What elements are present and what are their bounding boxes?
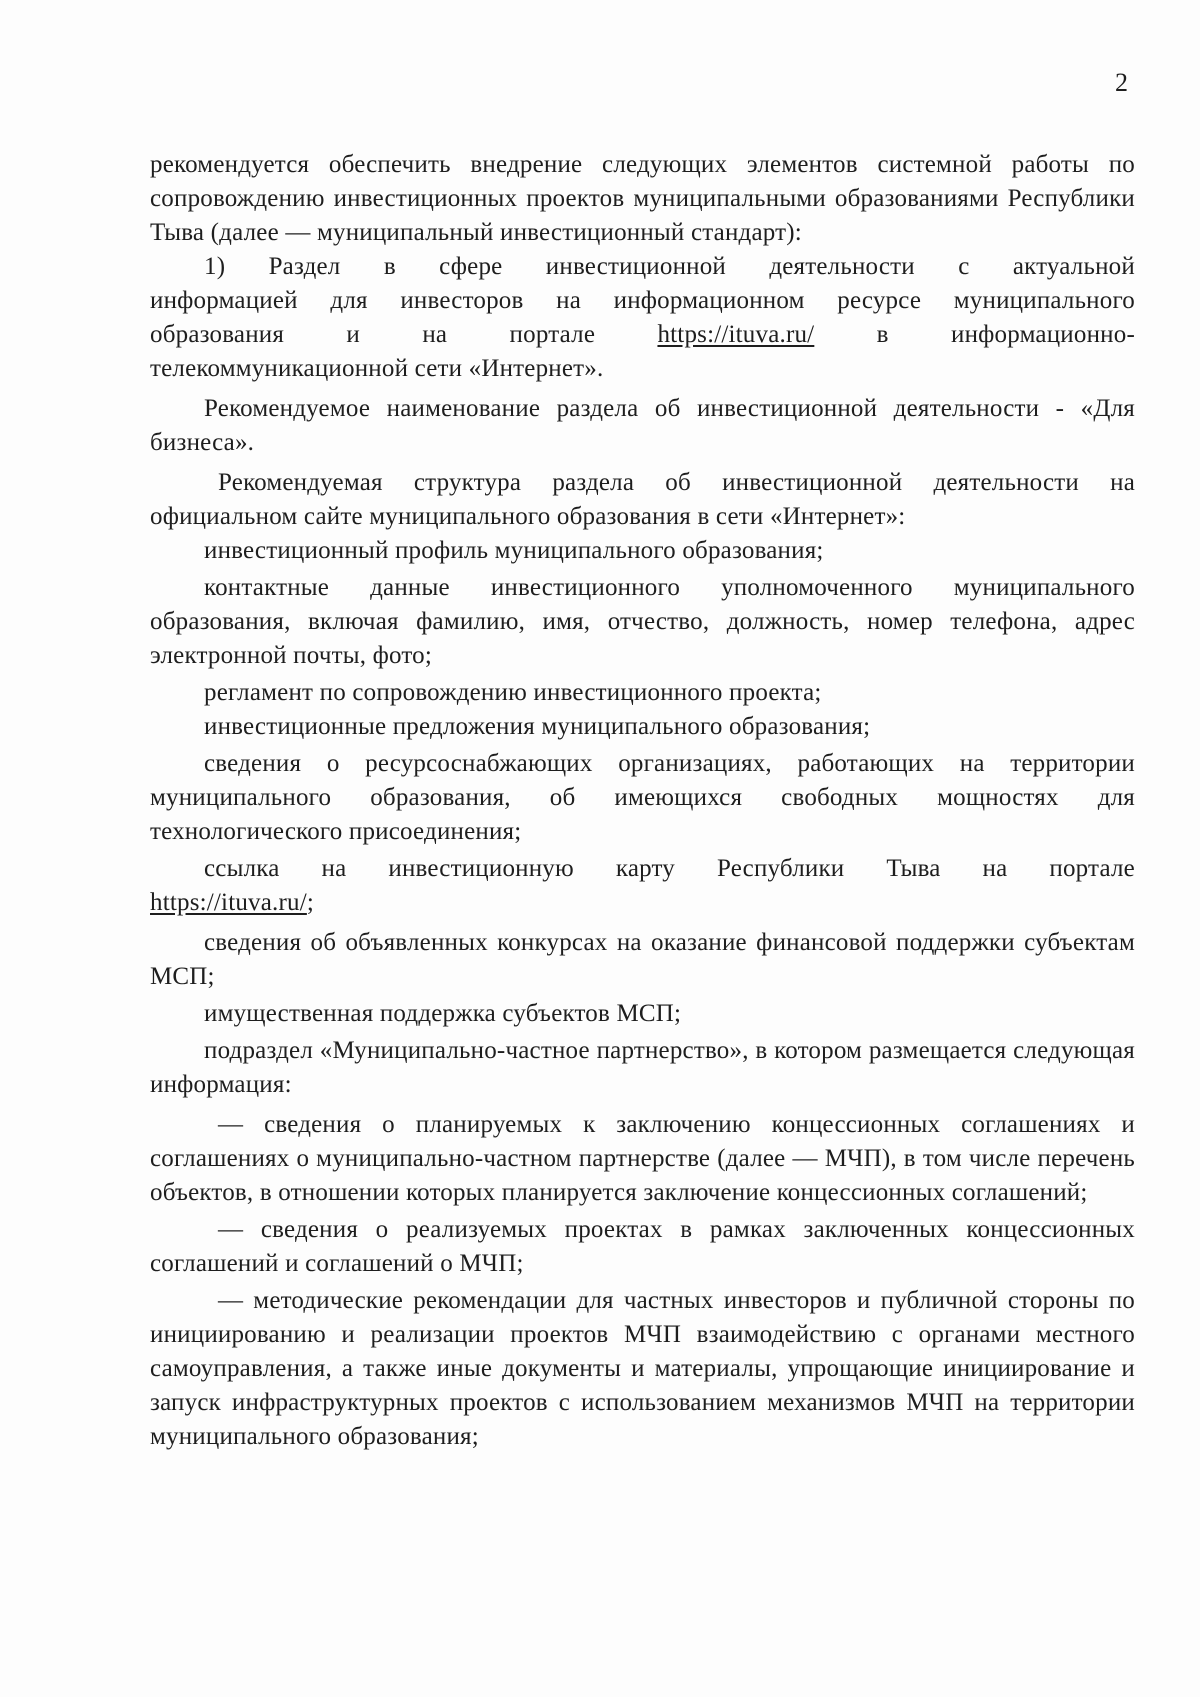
item-1 (150, 250, 1135, 386)
item-1-word: деятельности (769, 253, 915, 280)
item-1-word: инвестиционной (545, 253, 727, 280)
item-1-word: образования (150, 321, 285, 348)
item-1-line-3 (150, 318, 1135, 352)
item-1-line-4: телекоммуникационной сети «Интернет». (150, 355, 604, 382)
list-item-map-link (150, 852, 1135, 920)
item-1-word: на (422, 321, 448, 348)
item-1-word: информационно- (951, 321, 1135, 348)
document-body (150, 148, 1135, 1454)
list-item-subsection: подраздел «Муниципально-частное партнерство», в котором размещается следующая информация: (150, 1037, 1135, 1098)
item-1-word: в (383, 253, 396, 280)
map-link-line-1 (150, 852, 1135, 886)
item-1-number: 1) (204, 253, 226, 280)
paragraph-section-name: Рекомендуемое наименование раздела об инвестиционной деятельности - «Для бизнеса». (150, 395, 1135, 456)
list-item-reglament: регламент по сопровождению инвестиционного проекта; (204, 679, 822, 706)
paragraph-intro: рекомендуется обеспечить внедрение следующих элементов системной работы по сопровождению инвестиционных проектов муниципальными образованиями Республики Тыва (далее — муниципальный инвестиционный стандарт): (150, 151, 1135, 246)
ituva-link[interactable]: https://ituva.ru/ (657, 321, 815, 348)
item-1-line-1 (150, 250, 1135, 284)
item-1-word: в (876, 321, 889, 348)
map-link-line-2 (150, 886, 1135, 920)
map-link-word: на (321, 855, 347, 882)
page-number: 2 (1115, 68, 1128, 97)
paragraph-structure: Рекомендуемая структура раздела об инвестиционной деятельности на официальном сайте муниципального образования в сети «Интернет»: (150, 469, 1135, 530)
dash-item-implemented: — сведения о реализуемых проектах в рамках заключенных концессионных соглашений и соглашений о МЧП; (150, 1216, 1135, 1277)
item-1-word: актуальной (1012, 253, 1135, 280)
map-link-word: ссылка (204, 855, 280, 882)
map-link-tail: ; (306, 889, 315, 916)
list-item-resources: сведения о ресурсоснабжающих организациях, работающих на территории муниципального образования, об имеющихся свободных мощностях для технологического присоединения; (150, 750, 1135, 845)
ituva-map-link[interactable]: https://ituva.ru/ (150, 889, 307, 916)
item-1-word: Раздел (268, 253, 341, 280)
item-1-word: сфере (439, 253, 503, 280)
map-link-word: портале (1049, 855, 1135, 882)
list-item-contests: сведения об объявленных конкурсах на оказание финансовой поддержки субъектам МСП; (150, 929, 1135, 990)
map-link-word: инвестиционную (388, 855, 574, 882)
dash-item-guidelines: — методические рекомендации для частных инвесторов и публичной стороны по инициированию и реализации проектов МЧП взаимодействию с органами местного самоуправления, а также иные документы и материалы, упрощающие инициирование и запуск инфраструктурных проектов с использованием механизмов МЧП на территории муниципального образования; (150, 1287, 1135, 1450)
item-1-word: и (346, 321, 360, 348)
map-link-word: Тыва (886, 855, 941, 882)
map-link-word: карту (615, 855, 675, 882)
item-1-word: с (958, 253, 970, 280)
dash-item-planned: — сведения о планируемых к заключению концессионных соглашениях и соглашениях о муниципально-частном партнерстве (далее — МЧП), в том числе перечень объектов, в отношении которых планируется заключение концессионных соглашений; (150, 1111, 1135, 1206)
list-item-contacts: контактные данные инвестиционного уполномоченного муниципального образования, включая фамилию, имя, отчество, должность, номер телефона, адрес электронной почты, фото; (150, 574, 1135, 669)
map-link-word: Республики (716, 855, 845, 882)
list-item-offers: инвестиционные предложения муниципального образования; (204, 713, 871, 740)
item-1-line-2: информацией для инвесторов на информационном ресурсе муниципального (150, 287, 1135, 314)
map-link-word: на (982, 855, 1008, 882)
item-1-word: портале (509, 321, 596, 348)
list-item-profile: инвестиционный профиль муниципального образования; (204, 537, 824, 564)
list-item-property: имущественная поддержка субъектов МСП; (204, 1000, 682, 1027)
